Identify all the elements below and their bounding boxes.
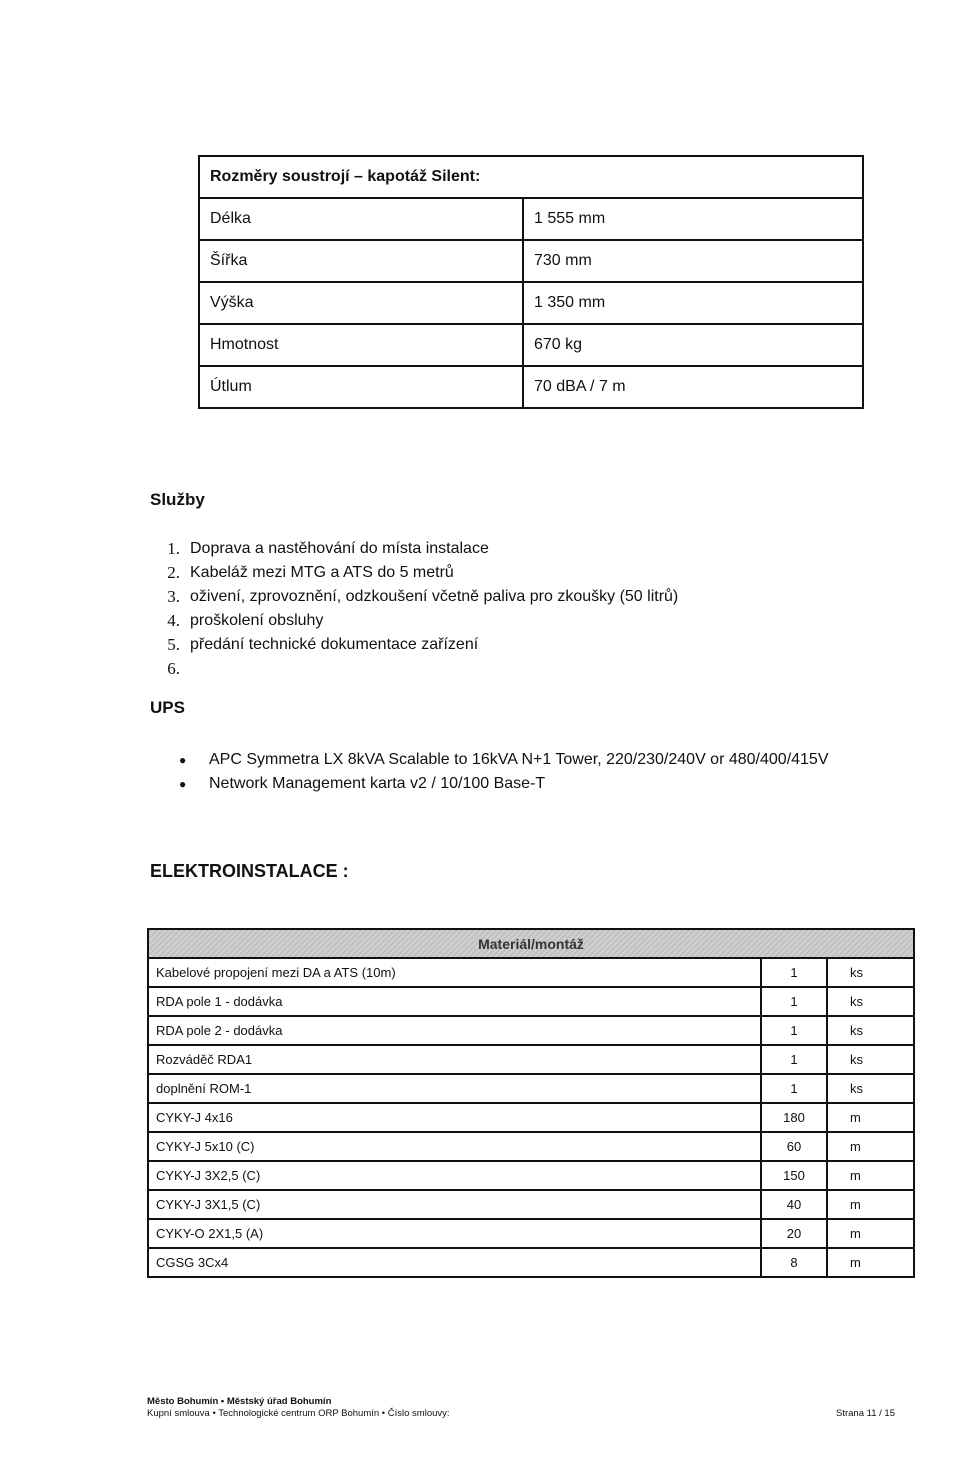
dimension-value: 70 dBA / 7 m (523, 366, 863, 408)
material-qty: 180 (761, 1103, 827, 1132)
material-unit: m (827, 1132, 914, 1161)
footer-line-1: Město Bohumín • Městský úřad Bohumín (147, 1396, 332, 1407)
bullet-icon: ● (179, 753, 187, 767)
material-unit: m (827, 1219, 914, 1248)
electro-heading: ELEKTROINSTALACE : (150, 861, 349, 881)
footer-line-2: Kupní smlouva • Technologické centrum ORP Bohumín • Číslo smlouvy: (147, 1408, 450, 1419)
material-item: RDA pole 1 - dodávka (148, 987, 761, 1016)
material-unit: ks (827, 1074, 914, 1103)
table-row (148, 1161, 914, 1190)
table-row (148, 1103, 914, 1132)
bullet-icon: ● (179, 777, 187, 791)
ups-heading: UPS (150, 698, 185, 717)
dimension-value: 1 555 mm (523, 198, 863, 240)
material-unit: ks (827, 1016, 914, 1045)
table-row (148, 1132, 914, 1161)
material-item: Kabelové propojení mezi DA a ATS (10m) (148, 958, 761, 987)
material-unit: m (827, 1161, 914, 1190)
table-row (148, 958, 914, 987)
dimension-value: 730 mm (523, 240, 863, 282)
table-row (199, 282, 863, 324)
material-item: CYKY-J 4x16 (148, 1103, 761, 1132)
material-item: RDA pole 2 - dodávka (148, 1016, 761, 1045)
material-item: CYKY-O 2X1,5 (A) (148, 1219, 761, 1248)
dimensions-title: Rozměry soustrojí – kapotáž Silent: (199, 156, 863, 198)
table-row (199, 366, 863, 408)
list-item: 1. Doprava a nastěhování do místa instalace (167, 539, 489, 558)
dimension-label: Délka (199, 198, 523, 240)
list-item: ● APC Symmetra LX 8kVA Scalable to 16kVA N+1 Tower, 220/230/240V or 480/400/415V (176, 748, 829, 772)
table-row (199, 198, 863, 240)
table-row (148, 1248, 914, 1277)
services-list (150, 537, 678, 681)
material-unit: m (827, 1190, 914, 1219)
material-qty: 60 (761, 1132, 827, 1161)
material-qty: 150 (761, 1161, 827, 1190)
dimension-label: Výška (199, 282, 523, 324)
material-unit: ks (827, 1045, 914, 1074)
table-row (148, 987, 914, 1016)
list-item: 3. oživení, zprovoznění, odzkoušení včetně paliva pro zkoušky (50 litrů) (167, 587, 679, 606)
dimension-label: Hmotnost (199, 324, 523, 366)
list-item: 2. Kabeláž mezi MTG a ATS do 5 metrů (167, 563, 454, 582)
material-item: CYKY-J 3X1,5 (C) (148, 1190, 761, 1219)
material-qty: 1 (761, 958, 827, 987)
material-qty: 1 (761, 1045, 827, 1074)
material-item: CYKY-J 5x10 (C) (148, 1132, 761, 1161)
services-heading: Služby (150, 490, 205, 509)
dimension-value: 1 350 mm (523, 282, 863, 324)
material-item: Rozváděč RDA1 (148, 1045, 761, 1074)
material-qty: 1 (761, 987, 827, 1016)
list-item: 4. proškolení obsluhy (167, 611, 324, 630)
list-item: 6. (167, 659, 180, 678)
material-unit: ks (827, 958, 914, 987)
page-number: Strana 11 / 15 (836, 1408, 895, 1419)
table-row (148, 1074, 914, 1103)
material-table-header: Materiál/montáž (148, 929, 914, 958)
list-item: 5. předání technické dokumentace zařízení (167, 635, 479, 654)
table-row (148, 1016, 914, 1045)
table-row (148, 1219, 914, 1248)
dimensions-table (198, 155, 864, 409)
table-row (148, 1190, 914, 1219)
material-table (147, 928, 915, 1278)
dimension-label: Útlum (199, 366, 523, 408)
material-qty: 8 (761, 1248, 827, 1277)
material-item: CYKY-J 3X2,5 (C) (148, 1161, 761, 1190)
material-unit: m (827, 1103, 914, 1132)
material-qty: 40 (761, 1190, 827, 1219)
table-row (199, 240, 863, 282)
table-row (199, 324, 863, 366)
material-qty: 20 (761, 1219, 827, 1248)
material-qty: 1 (761, 1016, 827, 1045)
material-qty: 1 (761, 1074, 827, 1103)
material-item: CGSG 3Cx4 (148, 1248, 761, 1277)
dimension-label: Šířka (199, 240, 523, 282)
ups-list (176, 748, 829, 796)
material-item: doplnění ROM-1 (148, 1074, 761, 1103)
material-unit: ks (827, 987, 914, 1016)
list-item: ● Network Management karta v2 / 10/100 Base-T (176, 772, 829, 796)
table-row (148, 1045, 914, 1074)
dimension-value: 670 kg (523, 324, 863, 366)
material-unit: m (827, 1248, 914, 1277)
